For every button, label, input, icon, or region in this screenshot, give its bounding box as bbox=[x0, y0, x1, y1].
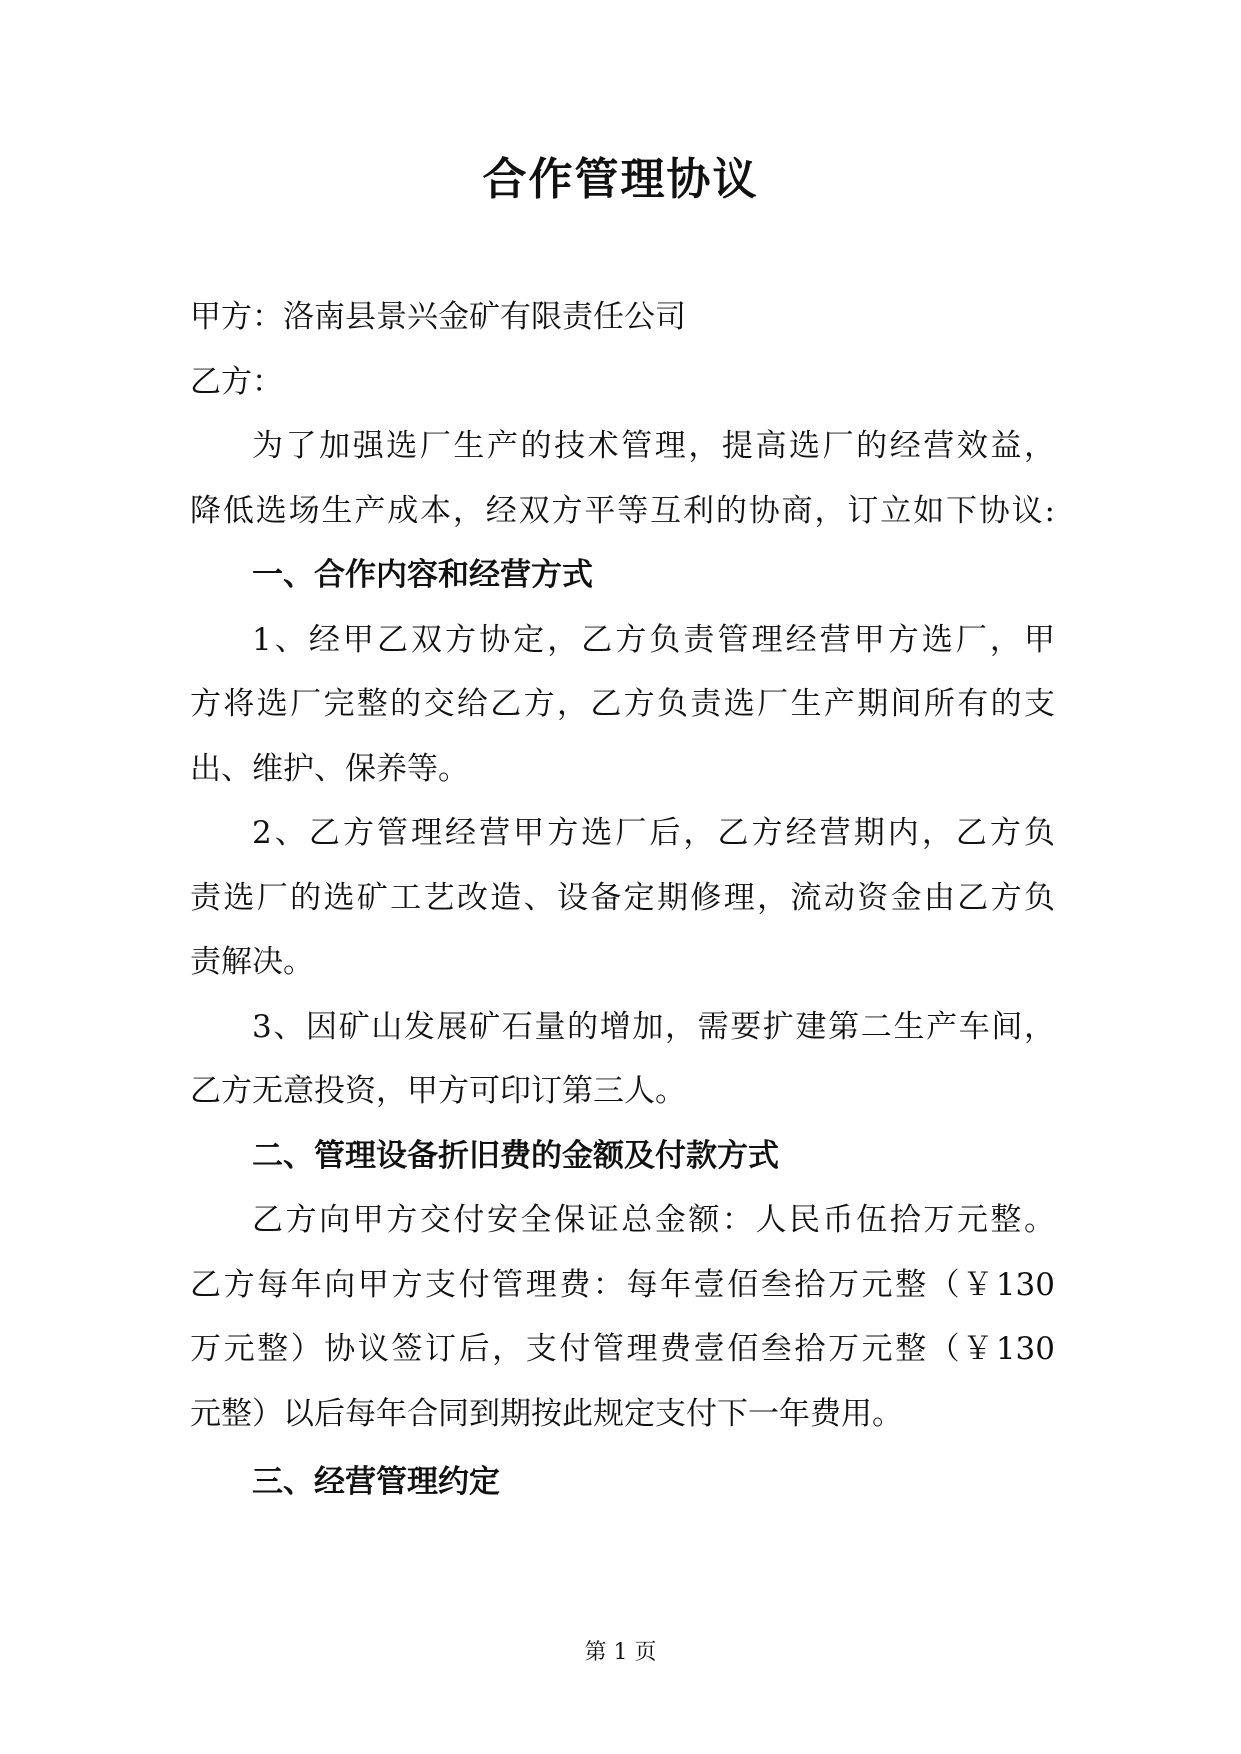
clause-3-line: 乙方无意投资，甲方可印订第三人。 bbox=[190, 1073, 686, 1109]
section-2-line: 元整）以后每年合同到期按此规定支付下一年费用。 bbox=[190, 1395, 903, 1432]
intro-line: 为了加强选厂生产的技术管理，提高选厂的经营效益， bbox=[252, 428, 1055, 464]
party-b: 乙方： bbox=[190, 363, 283, 400]
clause-2-line: 2、乙方管理经营甲方选厂后，乙方经营期内，乙方负 bbox=[252, 815, 1055, 851]
clause-2-line: 责解决。 bbox=[190, 944, 314, 980]
clause-2-line: 责选厂的选矿工艺改造、设备定期修理，流动资金由乙方负 bbox=[190, 879, 1055, 916]
clause-3-line: 3、因矿山发展矿石量的增加，需要扩建第二生产车间， bbox=[252, 1008, 1055, 1045]
section-heading-2: 二、管理设备折旧费的金额及付款方式 bbox=[252, 1137, 779, 1174]
party-a: 甲方：洛南县景兴金矿有限责任公司 bbox=[190, 299, 686, 335]
clause-1-line: 方将选厂完整的交给乙方，乙方负责选厂生产期间所有的支 bbox=[190, 686, 1055, 722]
section-2-line: 乙方向甲方交付安全保证总金额：人民币伍拾万元整。 bbox=[252, 1202, 1055, 1238]
section-heading-1: 一、合作内容和经营方式 bbox=[252, 557, 593, 593]
intro-line: 降低选场生产成本，经双方平等互利的协商，订立如下协议: bbox=[190, 492, 1055, 529]
section-2-line: 万元整）协议签订后，支付管理费壹佰叁拾万元整（￥130 bbox=[190, 1331, 1055, 1367]
clause-1-line: 1、经甲乙双方协定，乙方负责管理经营甲方选厂，甲 bbox=[252, 621, 1055, 658]
clause-1-line: 出、维护、保养等。 bbox=[190, 750, 469, 787]
section-2-line: 乙方每年向甲方支付管理费：每年壹佰叁拾万元整（￥130 bbox=[190, 1266, 1055, 1303]
section-heading-3: 三、经营管理约定 bbox=[252, 1464, 500, 1500]
page-number: 第 1 页 bbox=[584, 1640, 657, 1665]
document-body bbox=[190, 285, 1055, 1515]
document-title: 合作管理协议 bbox=[482, 154, 759, 205]
